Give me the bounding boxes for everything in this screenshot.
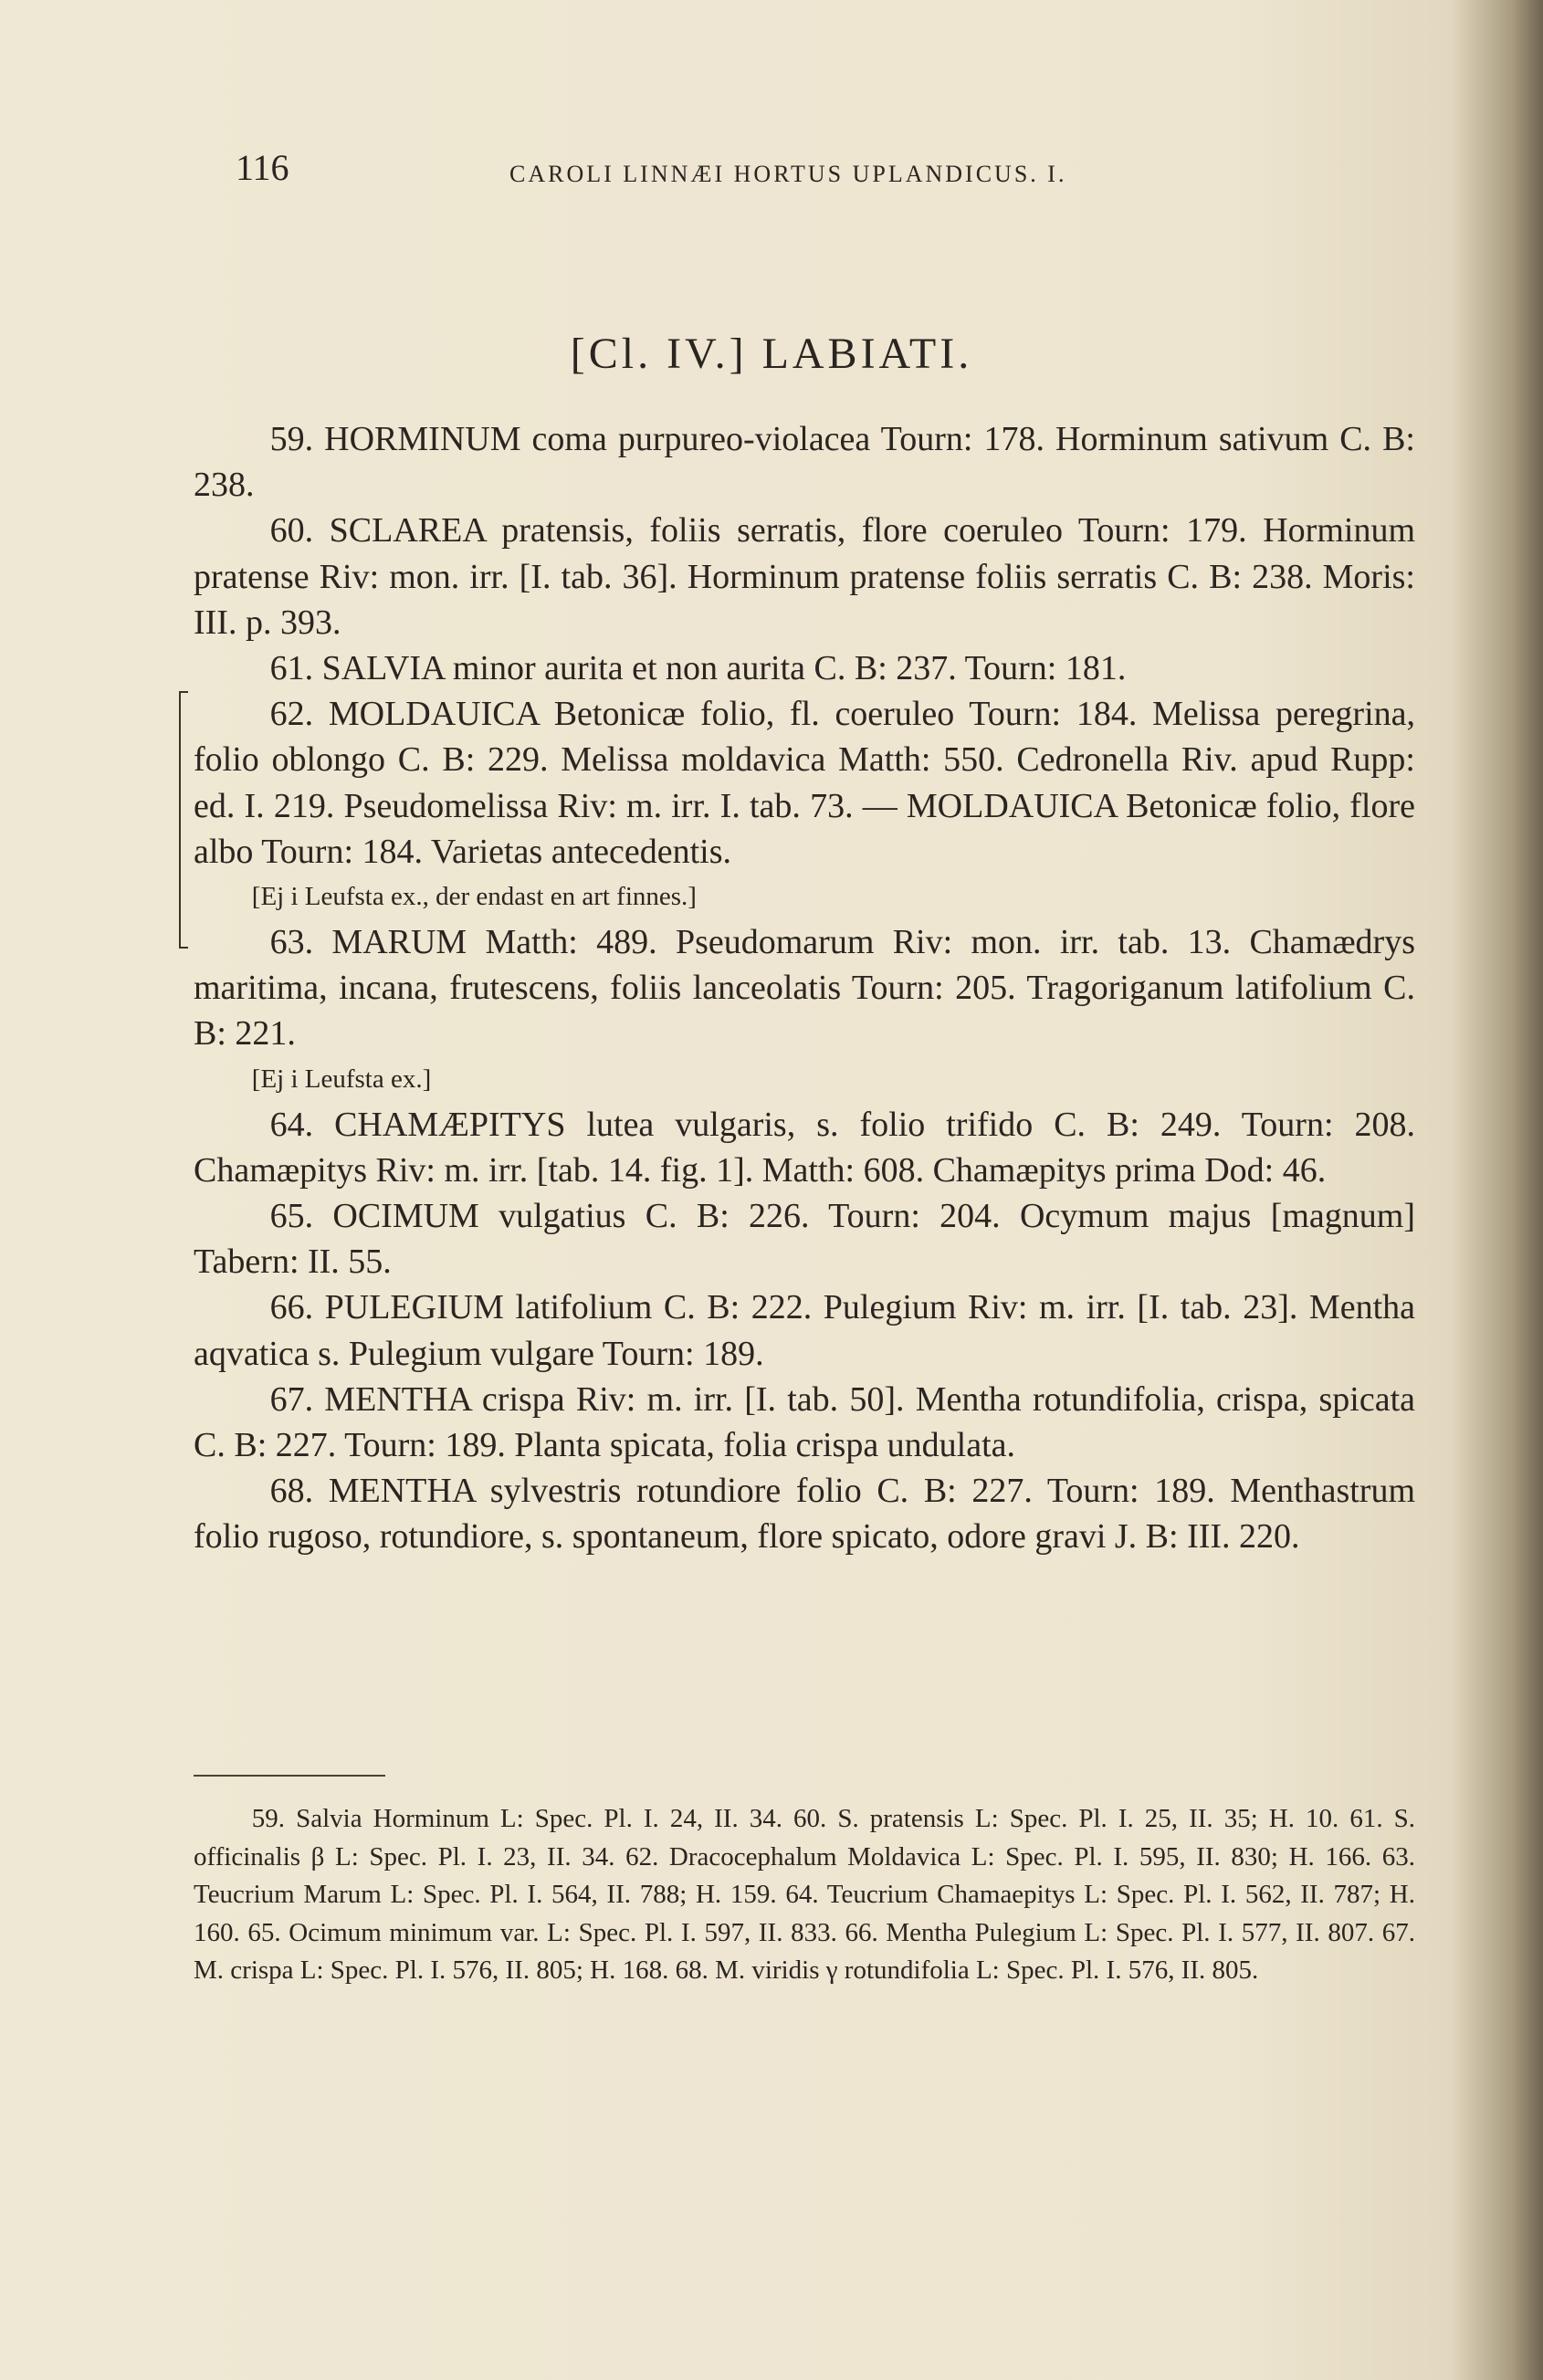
running-title: CAROLI LINNÆI HORTUS UPLANDICUS. I. [509,161,1067,187]
entry-60: 60. SCLAREA pratensis, foliis serratis, flore coeruleo Tourn: 179. Horminum pratense Riv: mon. irr. [I. tab. 36]. Horminum pratense foliis serratis C. B: 238. Moris: III. p. 393. [194,511,1415,642]
variety-bracket-top [179,691,188,693]
section-heading: [Cl. IV.] LABIATI. [570,330,973,378]
running-head [0,146,1543,192]
note-leufsta-1: [Ej i Leufsta ex., der endast en art finnes.] [251,882,697,912]
note-leufsta-2: [Ej i Leufsta ex.] [251,1064,432,1094]
page-number: 116 [236,147,289,188]
footnotes: 59. Salvia Horminum L: Spec. Pl. I. 24, II. 34. 60. S. pratensis L: Spec. Pl. I. 25, II. 35; H. 10. 61. S. officinalis β L: Spec. Pl. I. 23, II. 34. 62. Dracocephalum Moldavica L: Spec. Pl. I. 595, II. 830; H. 166. 63. Teucrium Marum L: Spec. Pl. I. 564, II. 788; H. 159. 64. Teucrium Chamaepitys L: Spec. Pl. I. 562, II. 787; H. 160. 65. Ocimum minimum var. L: Spec. Pl. I. 597, II. 833. 66. Mentha Pulegium L: Spec. Pl. I. 577, II. 807. 67. M. crispa L: Spec. Pl. I. 576, II. 805; H. 168. 68. M. viridis γ rotundifolia L: Spec. Pl. I. 576, II. 805. [194,1804,1415,1985]
entry-64: 64. CHAMÆPITYS lutea vulgaris, s. folio trifido C. B: 249. Tourn: 208. Chamæpitys Riv: m. irr. [tab. 14. fig. 1]. Matth: 608. Chamæpitys prima Dod: 46. [194,1105,1415,1190]
entry-66: 66. PULEGIUM latifolium C. B: 222. Pulegium Riv: m. irr. [I. tab. 23]. Mentha aqvatica s. Pulegium vulgare Tourn: 189. [194,1288,1415,1373]
entry-65: 65. OCIMUM vulgatius C. B: 226. Tourn: 204. Ocymum majus [magnum] Tabern: II. 55. [194,1197,1415,1282]
entry-59: 59. HORMINUM coma purpureo-violacea Tourn: 178. Horminum sativum C. B: 238. [194,420,1415,505]
variety-bracket-bottom [179,947,188,949]
variety-bracket [179,691,194,949]
footnote-rule [194,1775,385,1777]
entry-62: 62. MOLDAUICA Betonicæ folio, fl. coeruleo Tourn: 184. Melissa peregrina, folio oblongo C. B: 229. Melissa moldavica Matth: 550. Cedronella Riv. apud Rupp: ed. I. 219. Pseudomelissa Riv: m. irr. I. tab. 73. — MOLDAUICA Betonicæ folio, flore albo Tourn: 184. Varietas antecedentis. [194,695,1415,871]
body-text [194,416,1415,1560]
entry-61: 61. SALVIA minor aurita et non aurita C. B: 237. Tourn: 181. [269,649,1127,688]
entry-63: 63. MARUM Matth: 489. Pseudomarum Riv: mon. irr. tab. 13. Chamædrys maritima, incana, frutescens, foliis lanceolatis Tourn: 205. Tragoriganum latifolium C. B: 221. [194,923,1415,1054]
entry-68: 68. MENTHA sylvestris rotundiore folio C. B: 227. Tourn: 189. Menthastrum folio rugoso, rotundiore, s. spontaneum, flore spicato, odore gravi J. B: III. 220. [194,1472,1415,1557]
entry-67: 67. MENTHA crispa Riv: m. irr. [I. tab. 50]. Mentha rotundifolia, crispa, spicata C. B: 227. Tourn: 189. Planta spicata, folia crispa undulata. [194,1379,1415,1465]
